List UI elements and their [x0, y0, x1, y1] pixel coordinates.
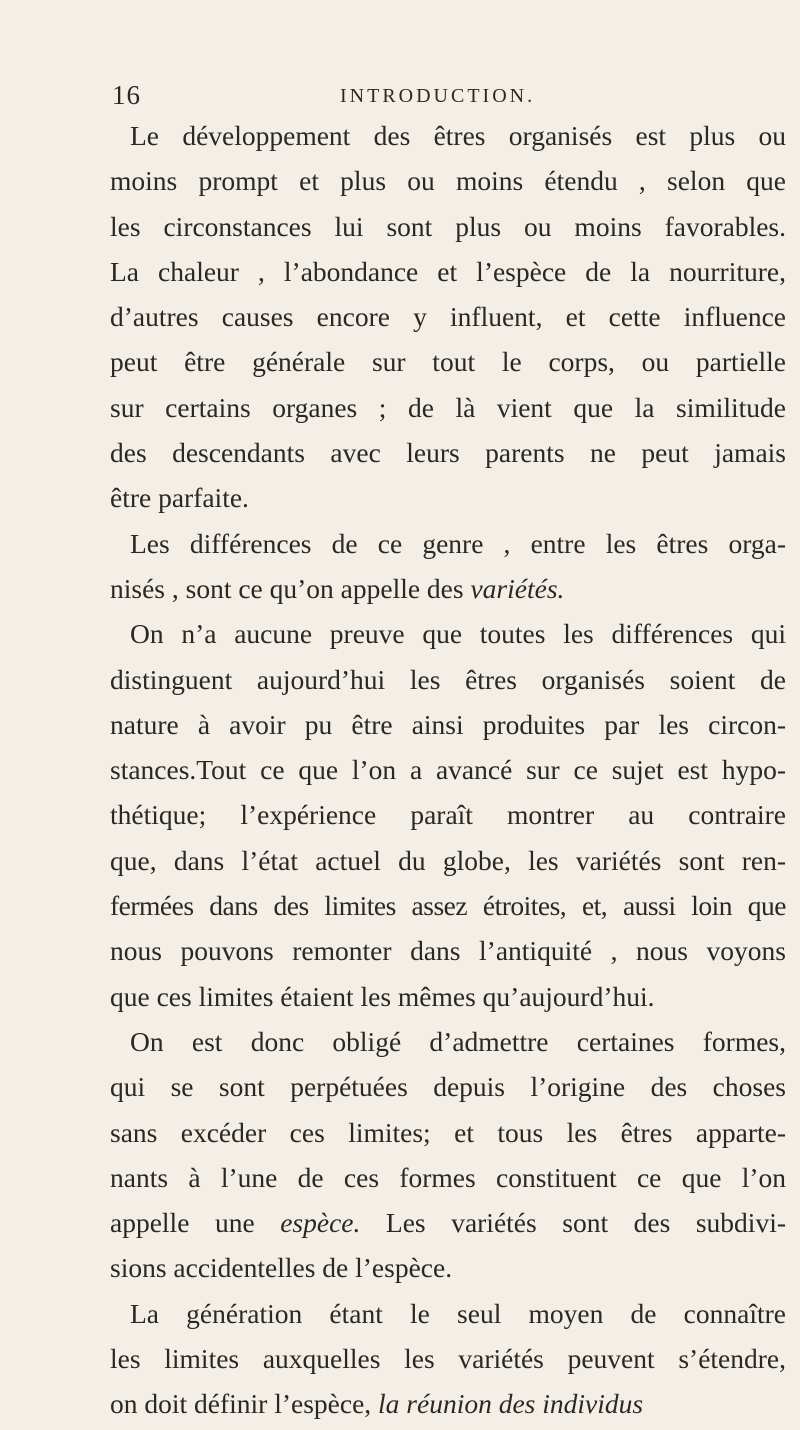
text-line: Le développement des êtres organisés est plus ou: [130, 120, 786, 151]
page-number: 16: [112, 80, 141, 110]
body-text: [110, 113, 786, 1427]
text-line: que, dans l’état actuel du globe, les variétés sont ren-: [110, 844, 786, 876]
text-line: On est donc obligé d’admettre certaines formes,: [130, 1025, 786, 1057]
text-run: nisés , sont ce qu’on appelle des: [110, 572, 471, 604]
text-line: nous pouvons remonter dans l’antiquité , nous voyons: [110, 935, 786, 967]
running-title: INTRODUCTION.: [340, 85, 536, 107]
text-line: sans excéder ces limites; et tous les êtres apparte-: [110, 1116, 786, 1148]
text-line: nature à avoir pu être ainsi produites par les circon-: [110, 708, 786, 740]
text-line: que ces limites étaient les mêmes qu’aujourd’hui.: [110, 980, 655, 1012]
italic-term-varietes: variétés.: [470, 572, 565, 604]
text-line: Les différences de ce genre , entre les êtres orga-: [130, 527, 786, 559]
text-line: La chaleur , l’abondance et l’espèce de la nourriture,: [110, 255, 786, 287]
text-line: les circonstances lui sont plus ou moins favorables.: [110, 210, 786, 242]
text-line: stances.Tout ce que l’on a avancé sur ce sujet est hypo-: [110, 754, 786, 786]
text-line: qui se sont perpétuées depuis l’origine des choses: [110, 1071, 786, 1103]
text-line: d’autres causes encore y influent, et cette influence: [110, 301, 786, 333]
text-line: des descendants avec leurs parents ne peut jamais: [110, 437, 786, 469]
text-run: on doit définir l’espèce,: [110, 1388, 379, 1420]
text-line: fermées dans des limites assez étroites, et, aussi loin que: [110, 890, 786, 922]
text-line: On n’a aucune preuve que toutes les différences qui: [130, 618, 786, 650]
text-run: Les variétés sont des subdivi-: [360, 1207, 786, 1239]
text-line: thétique; l’expérience paraît montrer au contraire: [110, 799, 786, 831]
text-line: être parfaite.: [110, 482, 249, 514]
text-line: peut être générale sur tout le corps, ou partielle: [110, 346, 786, 378]
text-line: sions accidentelles de l’espèce.: [110, 1252, 453, 1284]
text-line: [110, 566, 786, 611]
text-line: [110, 1200, 786, 1245]
text-line: [110, 1381, 786, 1426]
text-line: les limites auxquelles les variétés peuvent s’étendre,: [110, 1343, 786, 1375]
text-line: moins prompt et plus ou moins étendu , selon que: [110, 165, 786, 197]
text-line: nants à l’une de ces formes constituent ce que l’on: [110, 1161, 786, 1193]
text-line: sur certains organes ; de là vient que la similitude: [110, 391, 786, 423]
text-line: distinguent aujourd’hui les êtres organisés soient de: [110, 663, 786, 695]
text-line: La génération étant le seul moyen de connaître: [130, 1297, 786, 1329]
italic-definition: la réunion des individus: [378, 1388, 644, 1420]
text-run: appelle une: [110, 1207, 281, 1239]
italic-term-espece: espèce.: [280, 1207, 361, 1239]
